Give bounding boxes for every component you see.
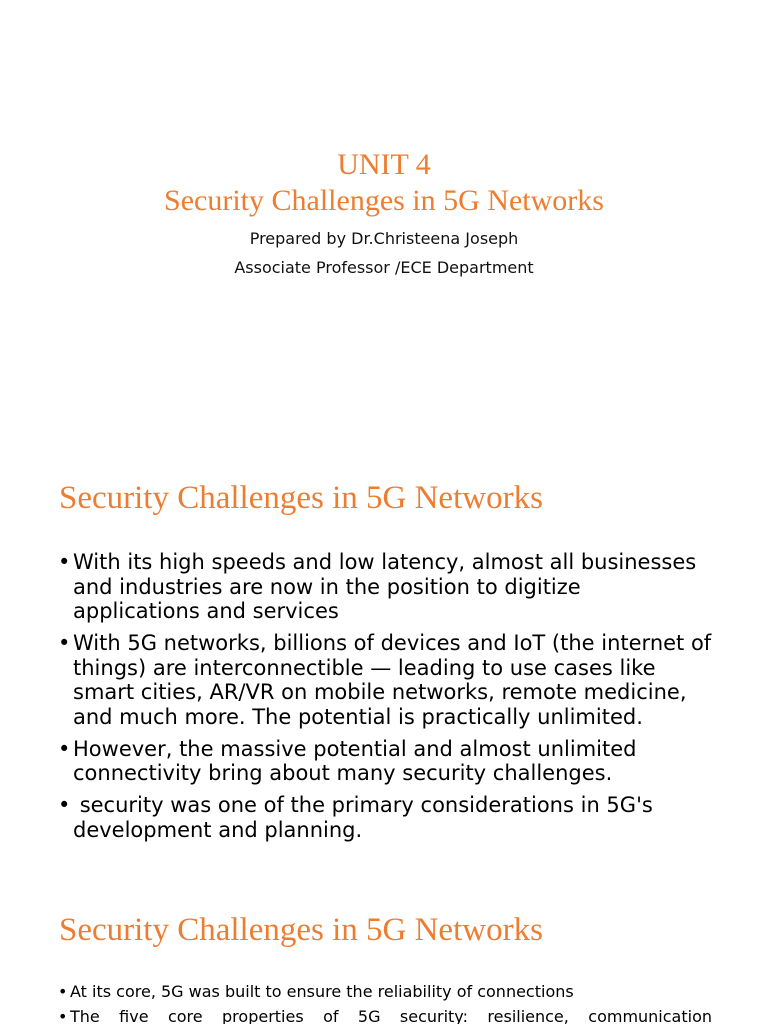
bullet-text: The five core properties of 5G security: resilience, communication [70, 1006, 712, 1024]
bullet-icon: • [58, 736, 71, 761]
bullet-text: With its high speeds and low latency, almost all businesses and industries are now in the position to digitize applications and services [73, 550, 697, 623]
bullet-icon: • [58, 1006, 68, 1024]
content-slide-1 [0, 432, 768, 864]
list-item [58, 737, 712, 786]
bullet-icon: • [58, 550, 71, 574]
bullet-icon: • [58, 982, 68, 1001]
department-line: Associate Professor /ECE Department [234, 258, 534, 277]
bullet-text: security was one of the primary considerations in 5G's development and planning. [73, 793, 660, 842]
list-item [58, 631, 712, 729]
unit-title: UNIT 4 [337, 148, 431, 181]
bullet-icon: • [58, 793, 71, 817]
list-item [58, 982, 712, 1002]
slide-heading: Security Challenges in 5G Networks [59, 480, 543, 516]
bullet-text: With 5G networks, billions of devices and IoT (the internet of things) are interconnectible — leading to use cases like smart cities, AR/VR on mobile networks, remote medicine, and much more. The potential is practically unlimited. [73, 631, 712, 729]
title-slide [0, 0, 768, 432]
bullet-icon: • [58, 631, 71, 655]
content-slide-2 [0, 864, 768, 1024]
list-item [58, 550, 712, 624]
list-item [58, 793, 712, 842]
bullet-list [58, 982, 712, 1024]
bullet-list [58, 550, 712, 850]
slide-heading: Security Challenges in 5G Networks [59, 912, 543, 948]
list-item [58, 1007, 712, 1024]
bullet-text: At its core, 5G was built to ensure the reliability of connections [70, 982, 574, 1001]
bullet-text: However, the massive potential and almost unlimited connectivity bring about many security challenges. [73, 736, 637, 785]
author-line: Prepared by Dr.Christeena Joseph [249, 229, 519, 248]
presentation-title: Security Challenges in 5G Networks [164, 184, 604, 217]
